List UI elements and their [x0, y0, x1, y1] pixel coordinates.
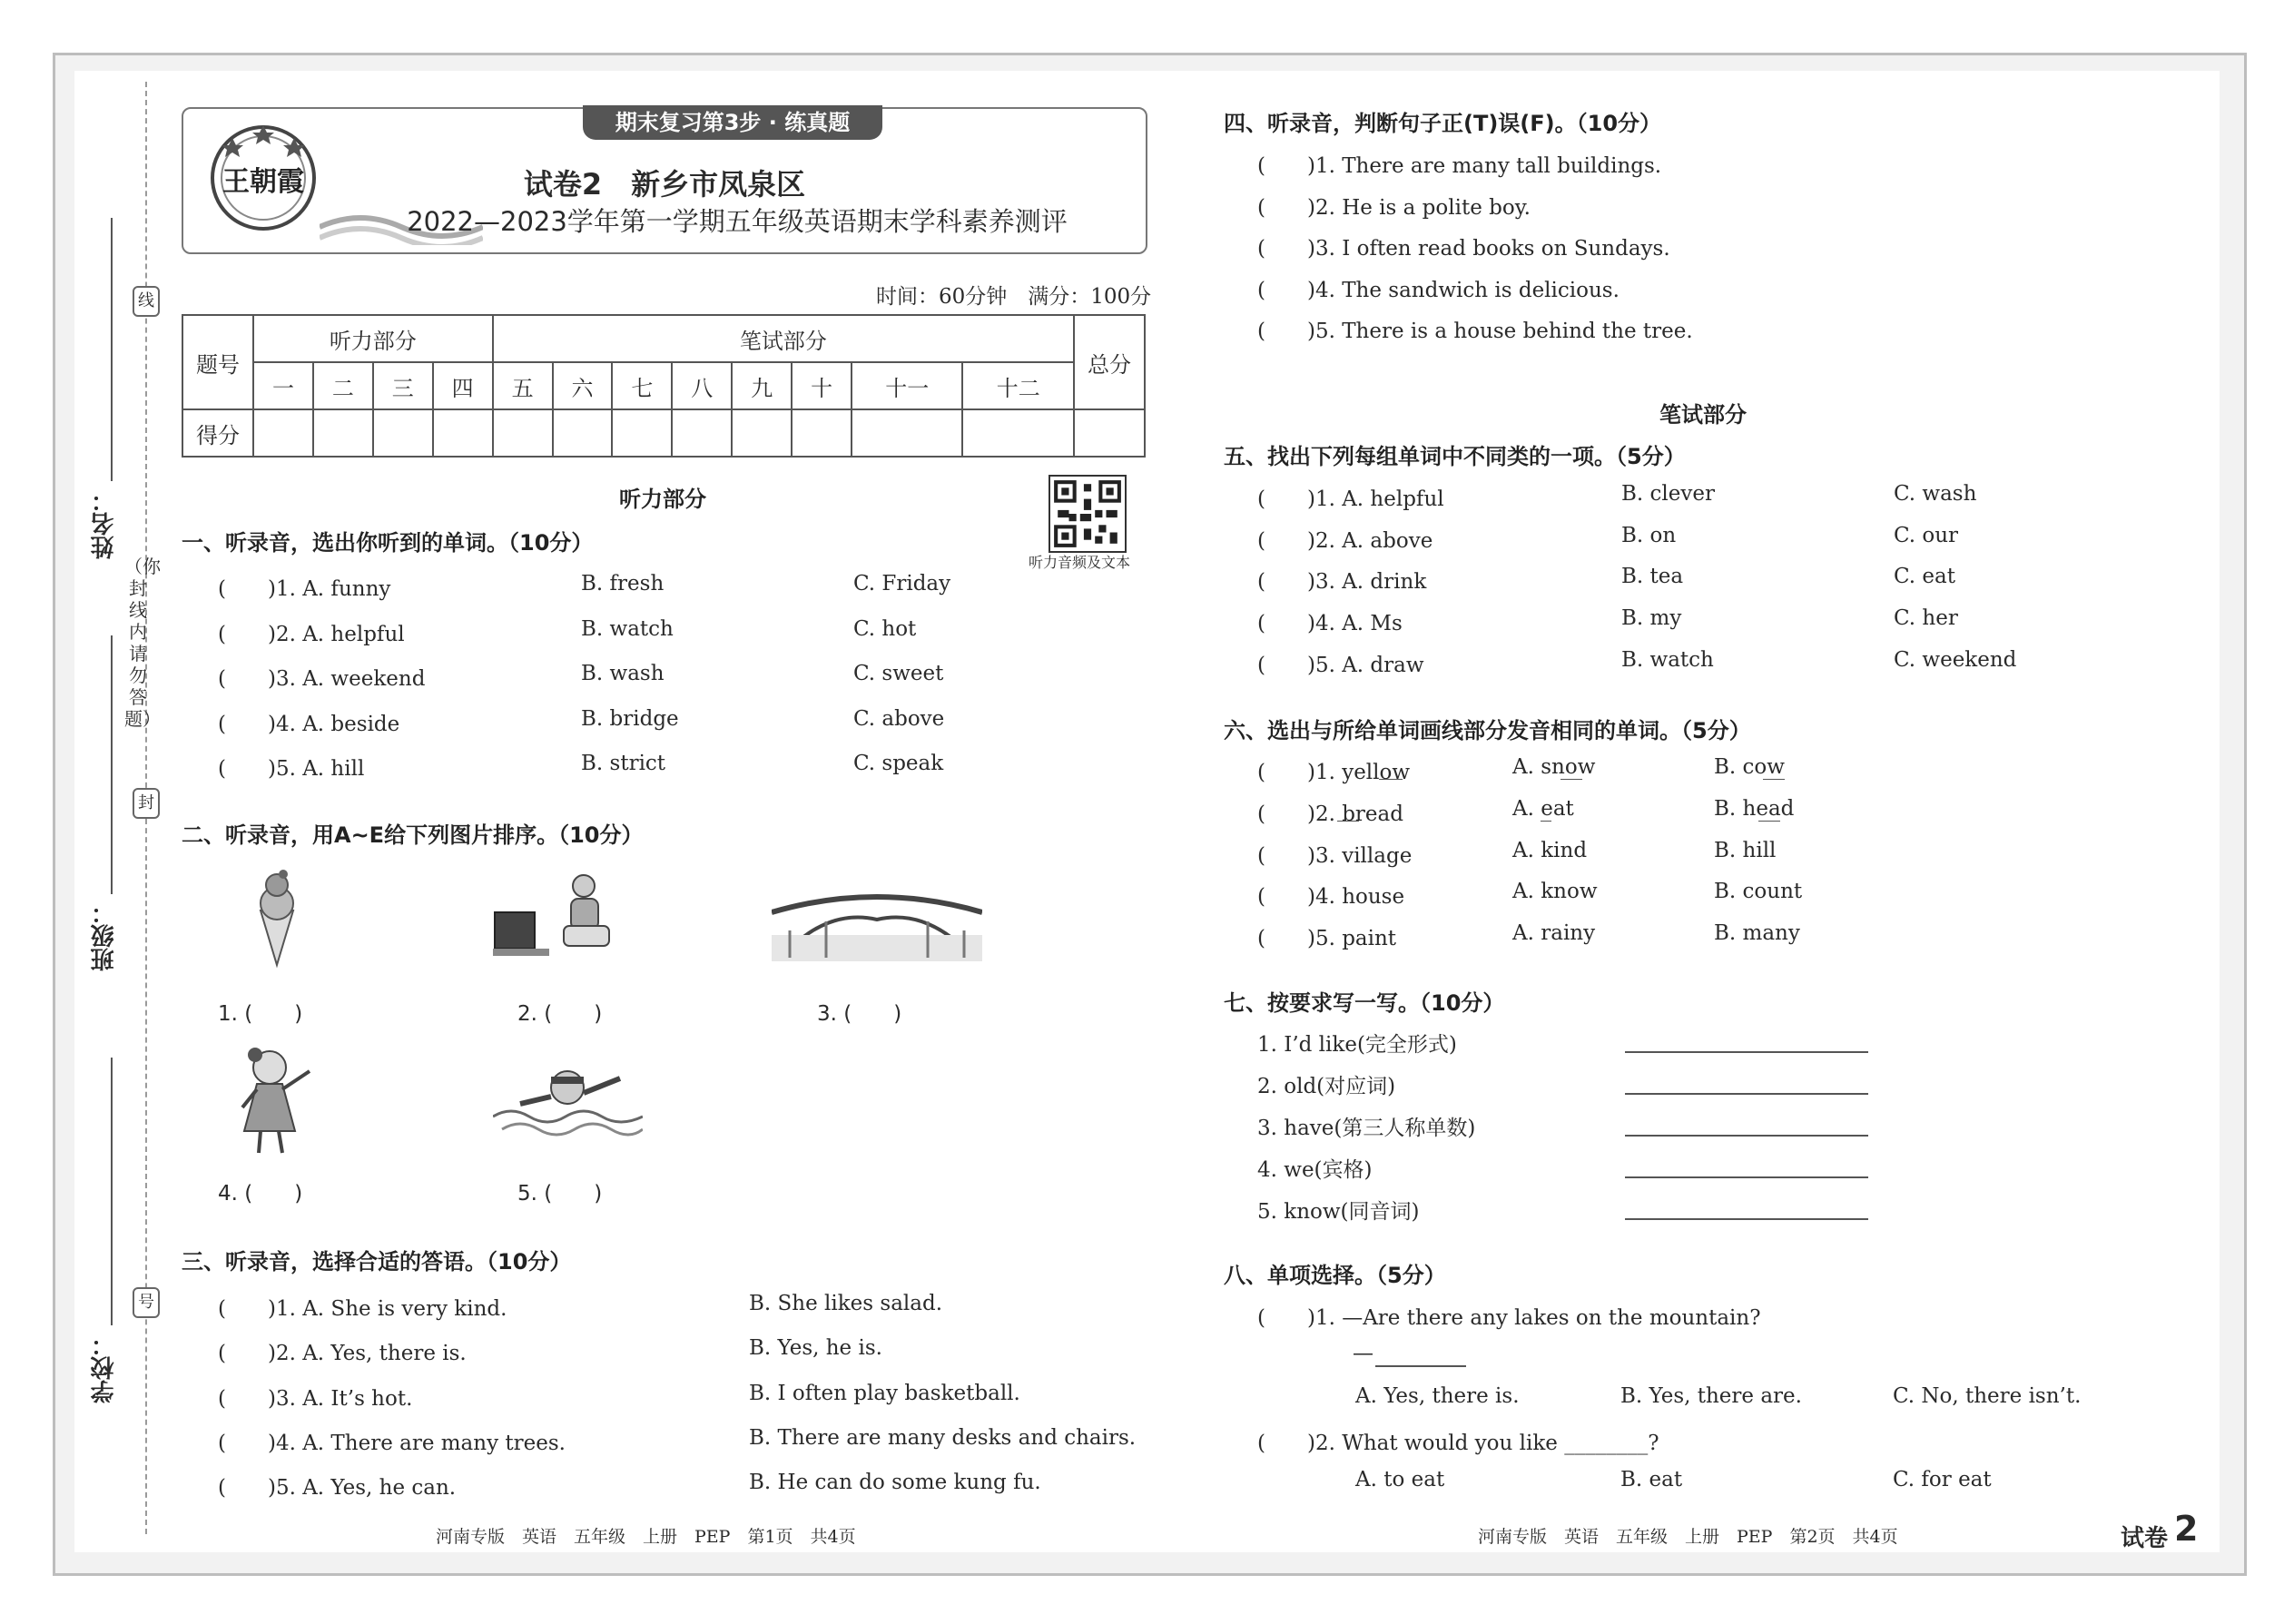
writing-title: 笔试部分 — [1659, 402, 1747, 428]
score-cell[interactable] — [672, 409, 732, 457]
s7-item-3: 3. have(第三人称单数) — [1257, 1117, 1476, 1140]
s6-item-1-c: B. cow — [1714, 755, 1785, 779]
underline-mark — [1379, 779, 1403, 780]
s8-q1-answer-blank[interactable] — [1375, 1365, 1466, 1367]
total-header: 总分 — [1074, 315, 1145, 409]
col-6: 六 — [553, 362, 613, 409]
exam-title: 试卷2 新乡市凤泉区 — [523, 167, 806, 202]
s6-item-1-a: ( )1. yellow — [1257, 761, 1411, 784]
s8-q2-option-b: B. eat — [1620, 1468, 1683, 1491]
s1-item-5-b: B. strict — [581, 752, 666, 775]
name-blank[interactable] — [111, 218, 113, 481]
section-5-title: 五、找出下列每组单词中不同类的一项。（5分） — [1224, 444, 1686, 469]
exam-header — [182, 107, 1147, 254]
s1-item-1-b: B. fresh — [581, 572, 665, 595]
class-blank[interactable] — [111, 635, 113, 894]
corner-number: 2 — [2174, 1509, 2199, 1549]
listening-header: 听力部分 — [253, 315, 493, 362]
s6-item-1-b: A. snow — [1512, 755, 1596, 779]
class-label: 班级： — [91, 901, 118, 971]
section-4-title: 四、听录音，判断句子正(T)误(F)。（10分） — [1224, 111, 1662, 136]
listening-title: 听力部分 — [619, 487, 706, 512]
s6-item-5-b: A. rainy — [1512, 921, 1596, 945]
s4-item-4: ( )4. The sandwich is delicious. — [1257, 279, 1620, 302]
s6-item-5-a: ( )5. paint — [1257, 927, 1397, 950]
s5-item-2-a: ( )2. A. above — [1257, 529, 1433, 553]
col-1: 一 — [253, 362, 313, 409]
score-cell[interactable] — [553, 409, 613, 457]
score-cell[interactable] — [732, 409, 792, 457]
ice-cream-picture — [241, 867, 313, 969]
s8-q1-option-a: A. Yes, there is. — [1355, 1384, 1520, 1408]
col-8: 八 — [672, 362, 732, 409]
col-10: 十 — [792, 362, 852, 409]
s5-item-4-b: B. my — [1621, 606, 1682, 630]
banner: 期末复习第3步 · 练真题 — [583, 105, 882, 140]
score-cell[interactable] — [792, 409, 852, 457]
s4-item-2: ( )2. He is a polite boy. — [1257, 196, 1531, 220]
s8-q2-option-a: A. to eat — [1355, 1468, 1445, 1491]
s5-item-1-b: B. clever — [1621, 482, 1715, 506]
boy-swimming-picture — [493, 1060, 643, 1138]
s4-item-5: ( )5. There is a house behind the tree. — [1257, 320, 1693, 343]
s6-item-2-c: B. head — [1714, 797, 1795, 821]
score-cell[interactable] — [253, 409, 313, 457]
s5-item-5-a: ( )5. A. draw — [1257, 654, 1424, 677]
s1-item-1-c: C. Friday — [853, 572, 951, 595]
s8-question-2: ( )2. What would you like ________? — [1257, 1432, 1659, 1455]
picture-label-4[interactable]: 4. ( ) — [218, 1182, 303, 1206]
s6-item-5-c: B. many — [1714, 921, 1800, 945]
section-8-title: 八、单项选择。（5分） — [1224, 1263, 1446, 1288]
s5-item-3-b: B. tea — [1621, 565, 1684, 588]
row-head-score: 得分 — [182, 409, 253, 457]
section-3-title: 三、听录音，选择合适的答语。（10分） — [182, 1249, 572, 1275]
s6-item-3-b: A. kind — [1512, 839, 1588, 862]
s1-item-2-b: B. watch — [581, 617, 674, 641]
s8-q1-option-b: B. Yes, there are. — [1620, 1384, 1802, 1408]
s8-q2-option-c: C. for eat — [1893, 1468, 1992, 1491]
section-7-title: 七、按要求写一写。（10分） — [1224, 990, 1505, 1016]
s1-item-3-c: C. sweet — [853, 662, 944, 685]
col-5: 五 — [493, 362, 553, 409]
col-9: 九 — [732, 362, 792, 409]
school-label: 学校： — [91, 1333, 118, 1403]
right-footer: 河南专版 英语 五年级 上册 PEP 第2页 共4页 — [1478, 1527, 1898, 1547]
s1-item-4-a: ( )4. A. beside — [218, 713, 400, 736]
binding-tag-seal: 封 — [133, 788, 160, 819]
answer-line-5[interactable] — [1625, 1218, 1868, 1220]
s5-item-3-c: C. eat — [1894, 565, 1955, 588]
s7-item-5: 5. know(同音词) — [1257, 1200, 1420, 1224]
score-cell[interactable] — [962, 409, 1074, 457]
s5-item-1-a: ( )1. A. helpful — [1257, 487, 1444, 511]
section-1-title: 一、听录音，选出你听到的单词。（10分） — [182, 530, 594, 556]
s5-item-3-a: ( )3. A. drink — [1257, 570, 1427, 594]
s5-item-4-a: ( )4. A. Ms — [1257, 612, 1403, 635]
s1-item-3-b: B. wash — [581, 662, 665, 685]
s4-item-3: ( )3. I often read books on Sundays. — [1257, 237, 1670, 261]
answer-line-4[interactable] — [1625, 1176, 1868, 1178]
s7-item-1: 1. I’d like(完全形式) — [1257, 1033, 1457, 1057]
binding-tag-line: 线 — [133, 286, 160, 317]
col-11: 十一 — [852, 362, 962, 409]
corner-label: 试卷 — [2121, 1525, 2169, 1552]
score-cell-total[interactable] — [1074, 409, 1145, 457]
s7-item-4: 4. we(宾格) — [1257, 1158, 1373, 1182]
writing-header: 笔试部分 — [493, 315, 1074, 362]
score-cell[interactable] — [433, 409, 493, 457]
name-label: 姓名： — [91, 488, 118, 559]
s8-question-1: ( )1. —Are there any lakes on the mountain? — [1257, 1306, 1761, 1330]
bridge-picture — [772, 885, 982, 961]
col-4: 四 — [433, 362, 493, 409]
score-cell[interactable] — [612, 409, 672, 457]
school-blank[interactable] — [111, 1058, 113, 1325]
qr-code-icon[interactable] — [1049, 475, 1127, 553]
s6-item-4-c: B. count — [1714, 880, 1803, 903]
s6-item-2-b: A. eat — [1512, 797, 1574, 821]
s3-item-5-a: ( )5. A. Yes, he can. — [218, 1476, 457, 1500]
s4-item-1: ( )1. There are many tall buildings. — [1257, 154, 1662, 178]
s3-item-1-a: ( )1. A. She is very kind. — [218, 1297, 507, 1321]
s5-item-1-c: C. wash — [1894, 482, 1977, 506]
col-2: 二 — [313, 362, 373, 409]
picture-label-1[interactable]: 1. ( ) — [218, 1002, 303, 1026]
exam-subtitle: 2022—2023学年第一学期五年级英语期末学科素养测评 — [407, 206, 1068, 237]
score-cell[interactable] — [313, 409, 373, 457]
col-7: 七 — [612, 362, 672, 409]
s5-item-5-b: B. watch — [1621, 648, 1714, 672]
time-info: 时间：60分钟 满分：100分 — [876, 285, 1152, 309]
s6-item-4-a: ( )4. house — [1257, 885, 1405, 909]
score-cell[interactable] — [852, 409, 962, 457]
score-cell[interactable] — [373, 409, 433, 457]
s1-item-5-c: C. speak — [853, 752, 944, 775]
s1-item-2-c: C. hot — [853, 617, 917, 641]
picture-label-2[interactable]: 2. ( ) — [517, 1002, 603, 1026]
score-cell[interactable] — [493, 409, 553, 457]
s3-item-2-a: ( )2. A. Yes, there is. — [218, 1342, 467, 1365]
picture-label-3[interactable]: 3. ( ) — [817, 1002, 902, 1026]
s3-item-4-b: B. There are many desks and chairs. — [749, 1426, 1137, 1450]
answer-line-3[interactable] — [1625, 1135, 1868, 1137]
s5-item-2-c: C. our — [1894, 524, 1959, 547]
underline-mark — [1763, 779, 1785, 780]
s3-item-3-a: ( )3. A. It’s hot. — [218, 1387, 413, 1411]
row-head-number: 题号 — [182, 315, 253, 409]
s1-item-2-a: ( )2. A. helpful — [218, 623, 405, 646]
picture-label-5[interactable]: 5. ( ) — [517, 1182, 603, 1206]
girl-dancing-picture — [231, 1044, 322, 1157]
binding-tag-number: 号 — [133, 1287, 160, 1318]
s3-item-5-b: B. He can do some kung fu. — [749, 1471, 1041, 1494]
s5-item-5-c: C. weekend — [1894, 648, 2017, 672]
section-6-title: 六、选出与所给单词画线部分发音相同的单词。（5分） — [1224, 718, 1751, 743]
qr-caption: 听力音频及文本 — [1029, 554, 1131, 571]
s6-item-3-a: ( )3. village — [1257, 844, 1413, 868]
s6-item-3-c: B. hill — [1714, 839, 1777, 862]
s8-q1-dash: — — [1353, 1342, 1373, 1365]
underline-mark — [1758, 821, 1780, 822]
s3-item-4-a: ( )4. A. There are many trees. — [218, 1432, 566, 1455]
s1-item-1-a: ( )1. A. funny — [218, 577, 391, 601]
col-12: 十二 — [962, 362, 1074, 409]
s1-item-5-a: ( )5. A. hill — [218, 757, 365, 781]
s3-item-1-b: B. She likes salad. — [749, 1292, 943, 1315]
s5-item-4-c: C. her — [1894, 606, 1958, 630]
underline-mark — [1541, 821, 1551, 822]
col-3: 三 — [373, 362, 433, 409]
s6-item-2-a: ( )2. bread — [1257, 802, 1403, 826]
s1-item-4-c: C. above — [853, 707, 945, 731]
section-2-title: 二、听录音，用A~E给下列图片排序。（10分） — [182, 822, 644, 848]
score-table — [182, 314, 1146, 458]
underline-mark — [1337, 821, 1359, 822]
s7-item-2: 2. old(对应词) — [1257, 1075, 1396, 1098]
s5-item-2-b: B. on — [1621, 524, 1677, 547]
s3-item-3-b: B. I often play basketball. — [749, 1382, 1020, 1405]
left-footer: 河南专版 英语 五年级 上册 PEP 第1页 共4页 — [436, 1527, 856, 1547]
s1-item-3-a: ( )3. A. weekend — [218, 667, 426, 691]
svg-text:王朝霞: 王朝霞 — [222, 166, 304, 198]
s3-item-2-b: B. Yes, he is. — [749, 1336, 882, 1360]
binding-note: （你封线内请勿答题） — [124, 556, 161, 730]
boy-watching-tv-picture — [493, 871, 629, 962]
s6-item-4-b: A. know — [1512, 880, 1598, 903]
s8-q1-option-c: C. No, there isn’t. — [1893, 1384, 2082, 1408]
answer-line-2[interactable] — [1625, 1093, 1868, 1095]
underline-mark — [1561, 779, 1582, 780]
s1-item-4-b: B. bridge — [581, 707, 679, 731]
answer-line-1[interactable] — [1625, 1051, 1868, 1053]
